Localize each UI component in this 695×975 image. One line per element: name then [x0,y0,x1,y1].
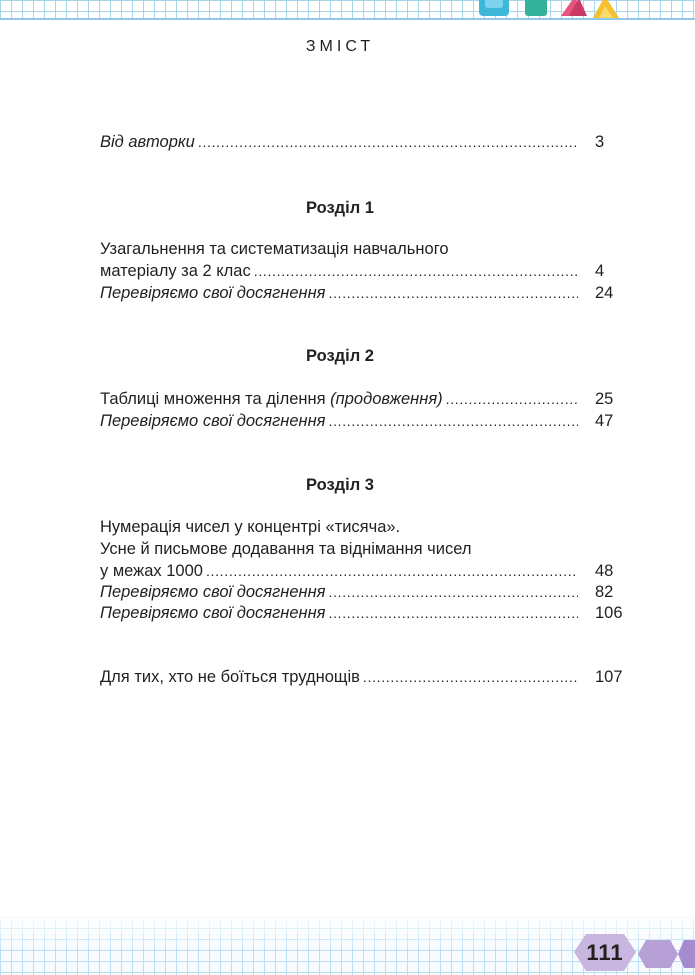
toc-entry-check[interactable] [100,282,578,304]
toc-entry-text: матеріалу за 2 клас [100,262,251,280]
toc-entry-text: Перевіряємо свої досягнення [100,284,326,302]
toc-entry-text: Перевіряємо свої досягнення [100,583,326,601]
dot-leader [206,560,578,582]
page-number-badge [574,930,695,975]
toc-entry-text: Перевіряємо свої досягнення [100,412,326,430]
toc-entry-text: у межах 1000 [100,562,203,580]
toc-page-number: 25 [595,390,614,408]
section-heading: Розділ 1 [306,199,374,217]
toc-page-number: 82 [595,583,614,601]
page-title: ЗМІСТ [305,38,375,55]
toc-entry-check[interactable] [100,602,578,624]
page-number: 111 [586,939,624,965]
toc-entry-intro[interactable] [100,131,578,153]
decorative-shapes [475,0,635,20]
toc-page-number: 107 [595,668,623,686]
section-heading: Розділ 2 [306,347,374,365]
toc-entry-text: Узагальнення та систематизація навчального [100,240,449,258]
toc-entry-text [100,388,446,410]
dot-leader [198,131,578,153]
toc-page-number: 24 [595,284,614,302]
dot-leader [254,260,578,282]
toc-entry-tables[interactable] [100,388,578,410]
dot-leader [328,410,578,432]
toc-entry-text: Від авторки [100,133,195,151]
section-heading: Розділ 3 [306,476,374,494]
toc-page-number: 3 [595,133,605,151]
toc-page-number: 47 [595,412,614,430]
dot-leader [328,282,578,304]
dot-leader [363,666,578,688]
toc-entry-text: Нумерація чисел у концентрі «тисяча». [100,518,401,536]
toc-entry-italic: (продовження) [330,390,443,408]
toc-entry-text: Перевіряємо свої досягнення [100,604,326,622]
toc-entry-grade2[interactable] [100,260,578,282]
toc-entry-check[interactable] [100,581,578,603]
toc-entry-numbers[interactable] [100,560,578,582]
toc-entry-text: Усне й письмове додавання та віднімання чисел [100,540,472,558]
toc-entry-extra[interactable] [100,666,578,688]
toc-page-number: 106 [595,604,623,622]
toc-entry-check[interactable] [100,410,578,432]
dot-leader [328,602,578,624]
dot-leader [446,388,578,410]
toc-page-number: 48 [595,562,614,580]
dot-leader [328,581,578,603]
toc-page-number: 4 [595,262,605,280]
toc-entry-main: Таблиці множення та ділення [100,390,331,408]
toc-entry-text: Для тих, хто не боїться труднощів [100,668,360,686]
